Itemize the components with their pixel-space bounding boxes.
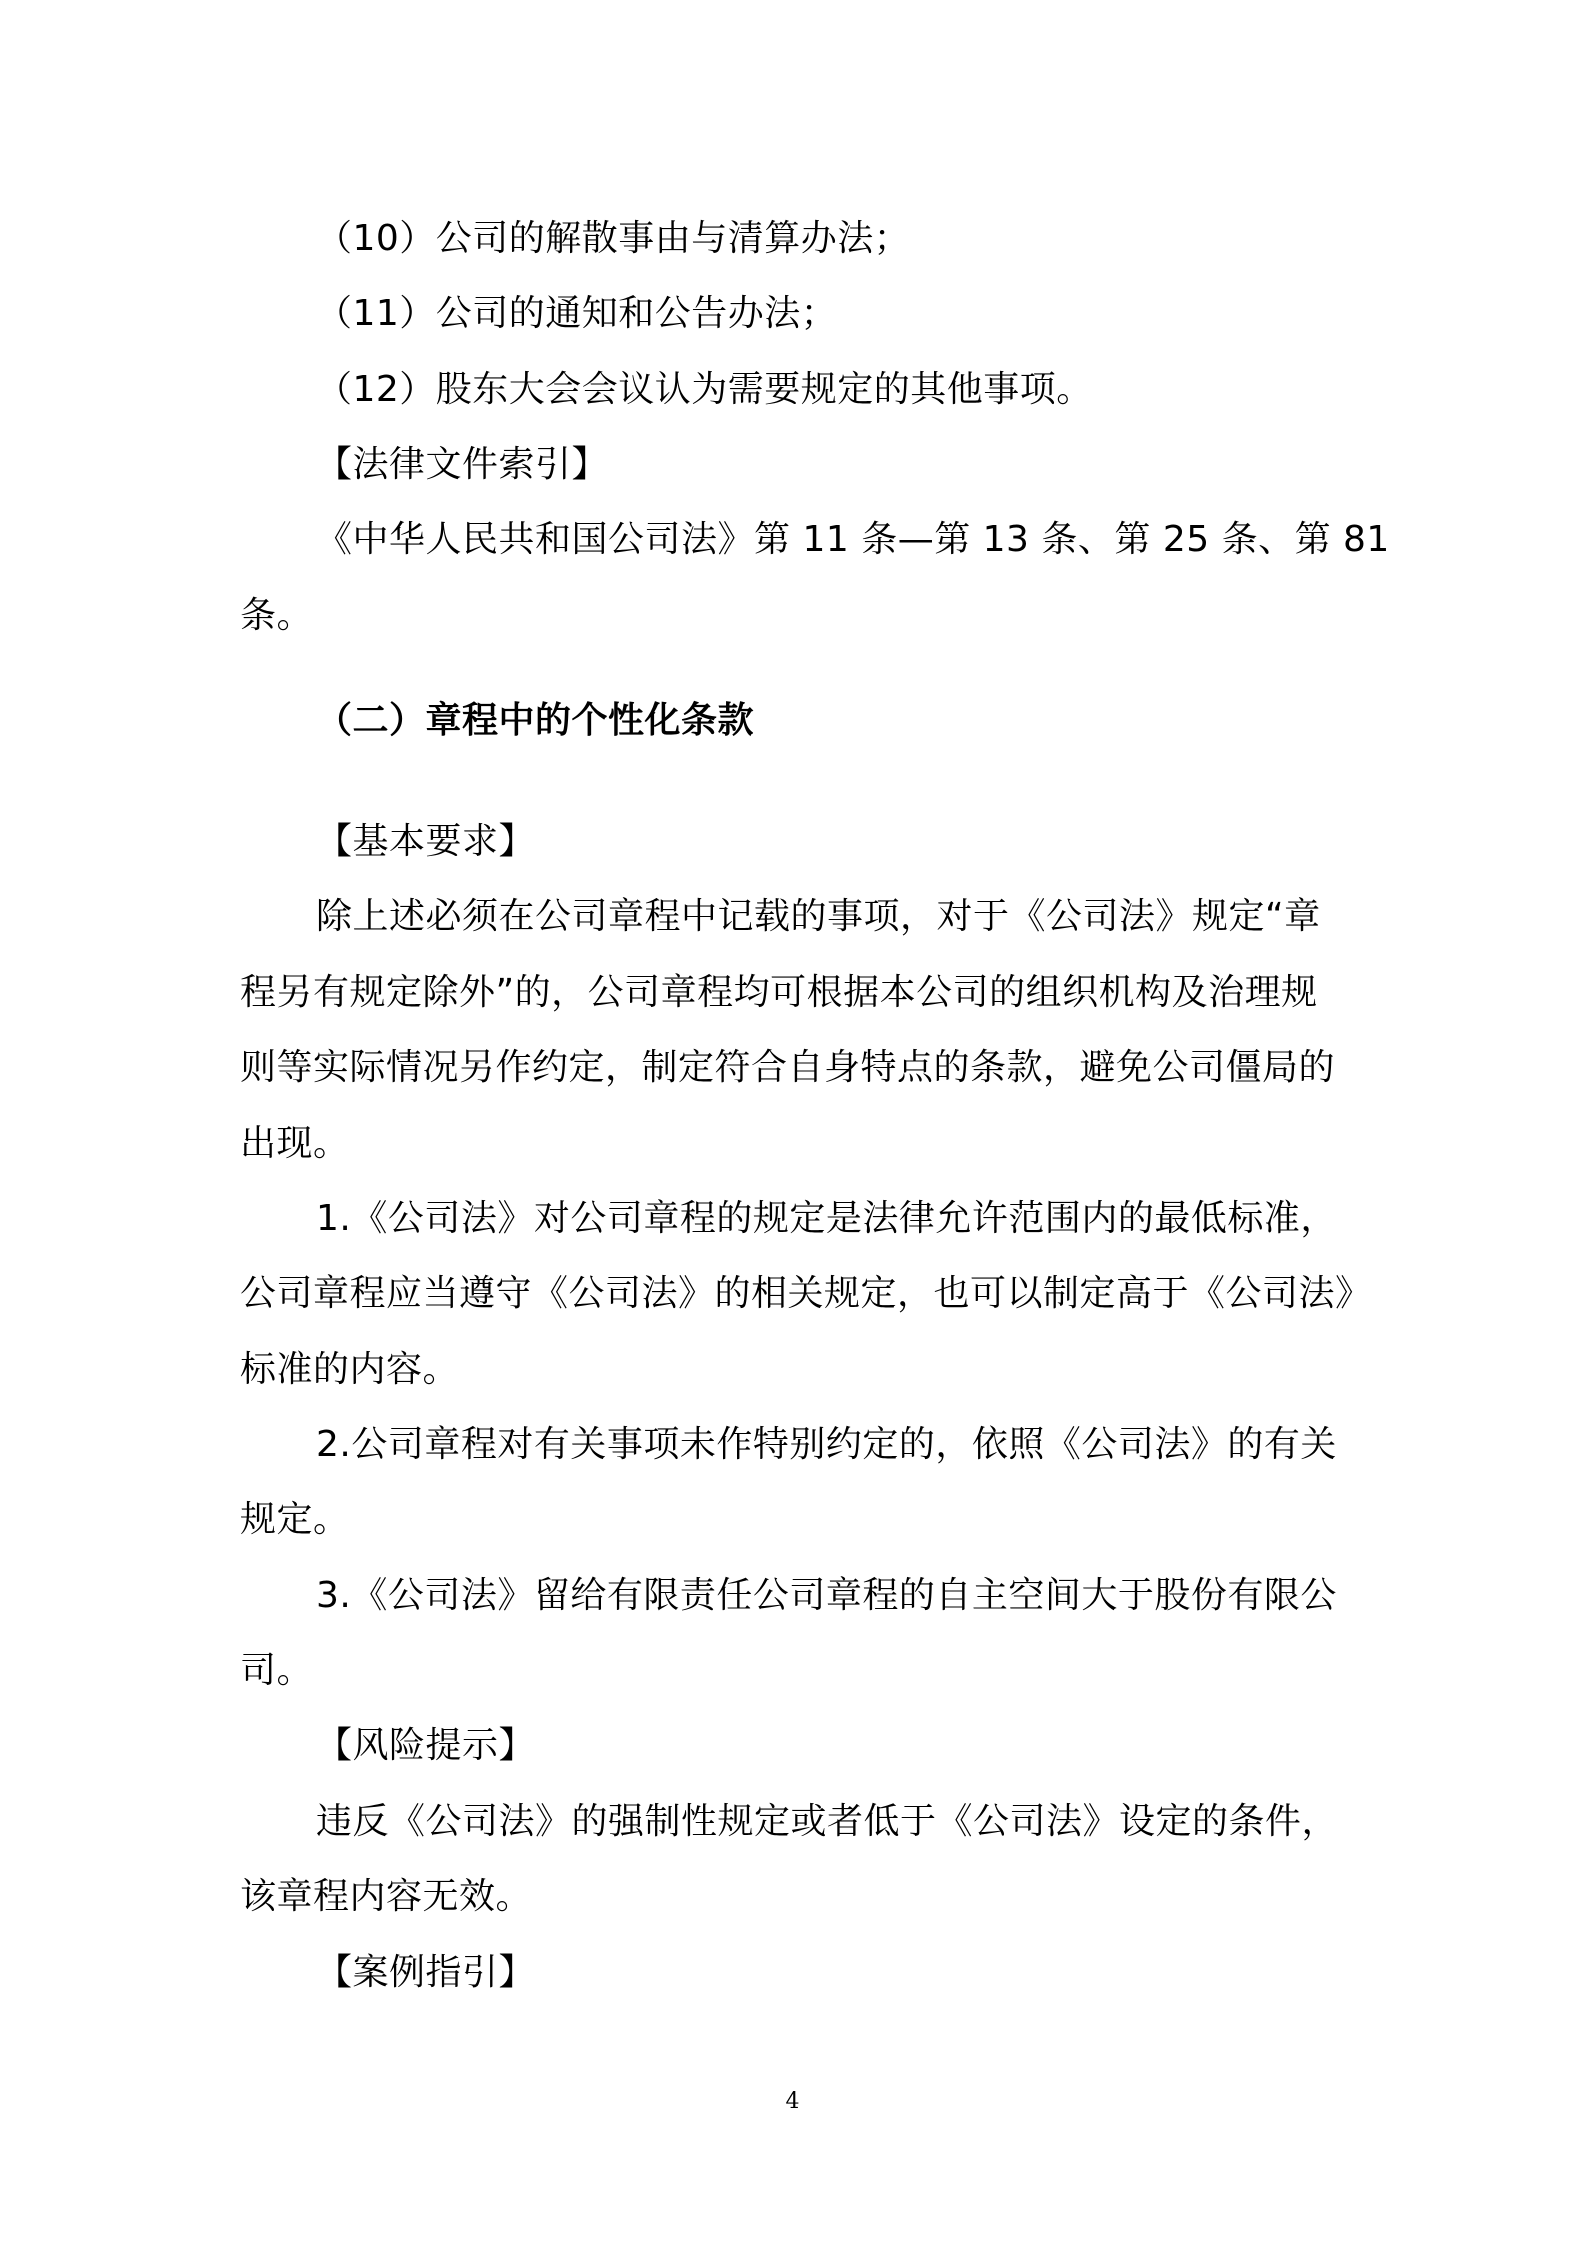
paragraph-line: 条。 — [240, 595, 314, 636]
page-number: 4 — [785, 2089, 800, 2114]
list-item-11: （11）公司的通知和公告办法； — [316, 293, 838, 334]
section-label-basic-requirements: 【基本要求】 — [316, 821, 536, 862]
list-item-12: （12）股东大会会议认为需要规定的其他事项。 — [316, 369, 1093, 410]
paragraph-line: 1.《公司法》对公司章程的规定是法律允许范围内的最低标准， — [316, 1198, 1337, 1239]
paragraph-line: 司。 — [240, 1650, 314, 1691]
paragraph-line: 标准的内容。 — [240, 1349, 460, 1390]
paragraph-line: 《中华人民共和国公司法》第 11 条—第 13 条、第 25 条、第 81 — [316, 519, 1390, 560]
paragraph-line: 则等实际情况另作约定，制定符合自身特点的条款，避免公司僵局的 — [240, 1047, 1336, 1088]
section-label-case-guidance: 【案例指引】 — [316, 1952, 536, 1993]
list-item-10: （10）公司的解散事由与清算办法； — [316, 218, 911, 259]
section-label-risk-warning: 【风险提示】 — [316, 1725, 536, 1766]
paragraph-line: 该章程内容无效。 — [240, 1876, 533, 1917]
paragraph-line: 3.《公司法》留给有限责任公司章程的自主空间大于股份有限公 — [316, 1575, 1337, 1616]
paragraph-line: 2.公司章程对有关事项未作特别约定的，依照《公司法》的有关 — [316, 1424, 1337, 1465]
paragraph-line: 违反《公司法》的强制性规定或者低于《公司法》设定的条件， — [316, 1801, 1339, 1842]
paragraph-line: 公司章程应当遵守《公司法》的相关规定，也可以制定高于《公司法》 — [240, 1273, 1372, 1314]
section-label-legal-index: 【法律文件索引】 — [316, 444, 609, 485]
paragraph-line: 出现。 — [240, 1123, 350, 1164]
paragraph-line: 规定。 — [240, 1499, 350, 1540]
paragraph-line: 程另有规定除外”的，公司章程均可根据本公司的组织机构及治理规 — [240, 972, 1318, 1013]
paragraph-line: 除上述必须在公司章程中记载的事项，对于《公司法》规定“章 — [316, 896, 1321, 937]
section-heading: （二）章程中的个性化条款 — [316, 700, 755, 741]
